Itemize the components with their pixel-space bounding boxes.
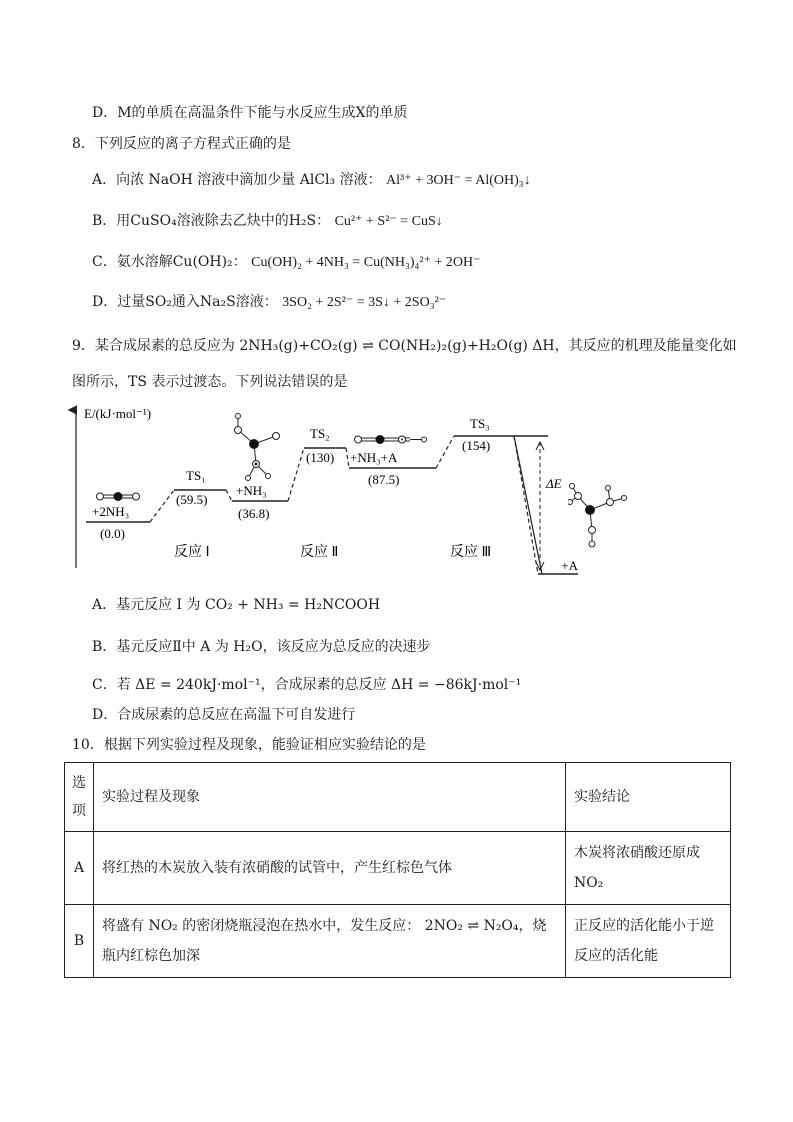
q8-option-a-equation: Al³⁺ + 3OH⁻ = Al(OH)₃↓ — [386, 173, 531, 188]
step-label-2: 反应 Ⅱ — [300, 545, 339, 560]
label-ts1: TS₁ — [186, 468, 206, 483]
q8-option-a — [92, 170, 531, 191]
q8-option-c — [92, 252, 481, 273]
q8-stem: 8．下列反应的离子方程式正确的是 — [72, 136, 291, 152]
q9-stem-line-1: 9．某合成尿素的总反应为 2NH₃(g)+CO₂(g) ⇌ CO(NH₂)₂(g)+H₂O(g) ΔH，其反应的机理及能量变化如 — [72, 338, 737, 354]
q9-option-a: A．基元反应 I 为 CO₂ + NH₃ = H₂NCOOH — [92, 597, 381, 613]
label-nh3-a: +NH₃+A — [350, 450, 398, 465]
row-a-conclusion: 木炭将浓硝酸还原成NO₂ — [566, 832, 731, 905]
row-b-process: 将盛有 NO₂ 的密闭烧瓶浸泡在热水中，发生反应： 2NO₂ ⇌ N₂O₄，烧瓶内红棕色加深 — [94, 905, 566, 978]
label-nh3: +NH₃ — [236, 483, 267, 498]
experiment-table — [64, 762, 731, 978]
energy-154: (154) — [462, 438, 491, 453]
delta-e-label: ΔE — [546, 476, 562, 491]
q9-option-c: C．若 ΔE = 240kJ·mol⁻¹，合成尿素的总反应 ΔH = −86kJ·mol⁻¹ — [92, 677, 522, 693]
energy-diagram — [64, 398, 584, 578]
q9-stem-line-2: 图所示，TS 表示过渡态。下列说法错误的是 — [72, 374, 348, 390]
q8-option-b-equation: Cu²⁺ + S²⁻ = CuS↓ — [334, 214, 443, 229]
row-b-conclusion: 正反应的活化能小于逆反应的活化能 — [566, 905, 731, 978]
row-b-option: B — [65, 905, 94, 978]
energy-59-5: (59.5) — [176, 492, 208, 507]
isocyanic-acid-molecule-icon — [355, 435, 427, 444]
y-axis-label: E/(kJ·mol⁻¹) — [84, 406, 152, 421]
header-option: 选项 — [65, 763, 94, 832]
header-conclusion: 实验结论 — [566, 763, 731, 832]
row-a-process: 将红热的木炭放入装有浓硝酸的试管中，产生红棕色气体 — [94, 832, 566, 905]
carbamic-acid-molecule-icon — [235, 414, 280, 481]
co2-molecule-icon — [97, 492, 140, 501]
q9-option-d: D．合成尿素的总反应在高温下可自发进行 — [92, 707, 356, 723]
q8-option-d-equation: 3SO₂ + 2S²⁻ = 3S↓ + 2SO₃²⁻ — [282, 295, 447, 310]
energy-36-8: (36.8) — [238, 506, 270, 521]
q10-stem: 10．根据下列实验过程及现象，能验证相应实验结论的是 — [72, 737, 426, 753]
step-label-1: 反应 Ⅰ — [174, 545, 210, 560]
drop-line — [514, 436, 542, 574]
q9-option-b: B．基元反应Ⅱ中 A 为 H₂O，该反应为总反应的决速步 — [92, 639, 431, 655]
energy-130: (130) — [306, 450, 335, 465]
table-row — [65, 832, 731, 905]
header-process: 实验过程及现象 — [94, 763, 566, 832]
energy-87-5: (87.5) — [368, 472, 400, 487]
q8-option-d — [92, 292, 446, 313]
q8-option-c-text: C．氨水溶解Cu(OH)₂： — [92, 254, 247, 270]
energy-0: (0.0) — [100, 526, 125, 541]
q8-option-b-text: B．用CuSO₄溶液除去乙炔中的H₂S： — [92, 213, 331, 229]
q8-option-c-equation: Cu(OH)₂ + 4NH₃ = Cu(NH₃)₄²⁺ + 2OH⁻ — [251, 255, 481, 270]
label-ts3: TS₃ — [470, 416, 490, 431]
label-product: +A — [561, 558, 578, 573]
row-a-option: A — [65, 832, 94, 905]
q8-option-b — [92, 211, 443, 232]
table-header-row — [65, 763, 731, 832]
label-2nh3: +2NH₃ — [92, 504, 130, 519]
label-ts2: TS₂ — [310, 426, 330, 441]
table-row — [65, 905, 731, 978]
q8-option-a-text: A．向浓 NaOH 溶液中滴加少量 AlCl₃ 溶液： — [92, 172, 382, 188]
q7-option-d: D．M的单质在高温条件下能与水反应生成X的单质 — [92, 105, 408, 121]
step-label-3: 反应 Ⅲ — [450, 545, 492, 560]
urea-molecule-icon-visible — [568, 480, 638, 550]
q8-option-d-text: D．过量SO₂通入Na₂S溶液： — [92, 294, 278, 310]
